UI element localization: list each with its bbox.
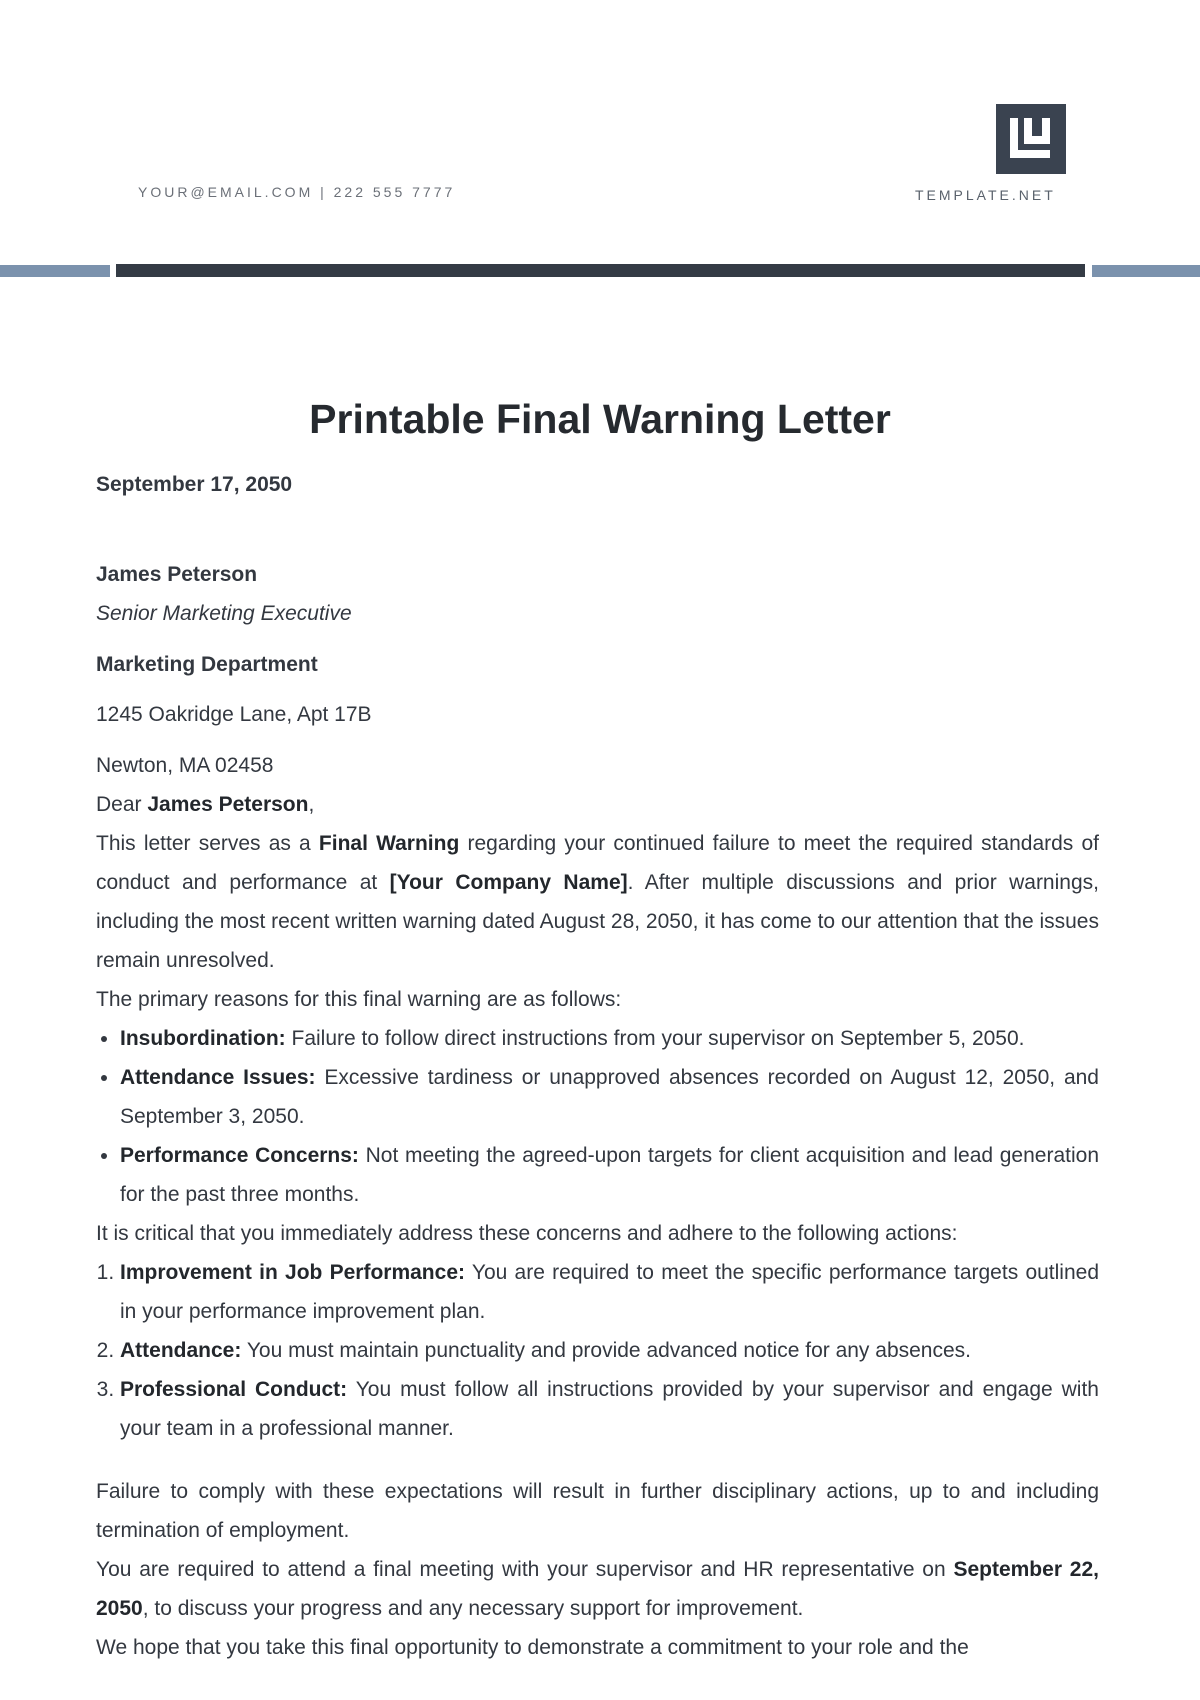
list-item	[120, 1253, 1099, 1331]
meeting-paragraph	[96, 1550, 1099, 1628]
meeting-part1: You are required to attend a final meeting with your supervisor and HR representative on	[96, 1558, 954, 1581]
action-text: You must follow all instructions provided by your supervisor and engage with your team in a professional manner.	[120, 1378, 1099, 1440]
document-title: Printable Final Warning Letter	[309, 396, 891, 442]
letter-body	[96, 465, 1099, 1667]
salutation-name: James Peterson	[147, 793, 309, 816]
list-item	[120, 1019, 1099, 1058]
reason-label: Attendance Issues:	[120, 1066, 316, 1089]
actions-list	[96, 1253, 1099, 1448]
salutation	[96, 785, 1099, 824]
actions-intro: It is critical that you immediately address these concerns and adhere to the following actions:	[96, 1222, 958, 1245]
action-label: Improvement in Job Performance:	[120, 1261, 465, 1284]
intro-part1: This letter serves as a	[96, 832, 319, 855]
salutation-suffix: ,	[308, 793, 315, 816]
list-item	[120, 1136, 1099, 1214]
template-logo-icon	[996, 104, 1066, 174]
recipient-address-line1: 1245 Oakridge Lane, Apt 17B	[96, 703, 372, 726]
reason-label: Performance Concerns:	[120, 1144, 359, 1167]
header-accent-bar-left	[0, 265, 110, 277]
action-label: Professional Conduct:	[120, 1378, 348, 1401]
consequence-paragraph: Failure to comply with these expectations will result in further disciplinary actions, up to and including termination of employment.	[96, 1480, 1099, 1542]
reason-label: Insubordination:	[120, 1027, 286, 1050]
intro-bold-company: [Your Company Name]	[389, 871, 628, 894]
salutation-prefix: Dear	[96, 793, 148, 816]
logo-text: TEMPLATE.NET	[915, 187, 1056, 203]
header-divider-bar	[116, 264, 1085, 277]
header-accent-bar-right	[1092, 265, 1200, 277]
reasons-list	[96, 1019, 1099, 1214]
letter-date: September 17, 2050	[96, 473, 293, 496]
intro-paragraph	[96, 824, 1099, 980]
list-item	[120, 1370, 1099, 1448]
reasons-intro: The primary reasons for this final warning are as follows:	[96, 988, 622, 1011]
meeting-date: September 22, 2050	[96, 1558, 1099, 1620]
reason-text: Excessive tardiness or unapproved absences recorded on August 12, 2050, and September 3, 2050.	[120, 1066, 1099, 1128]
action-text: You are required to meet the specific performance targets outlined in your performance improvement plan.	[120, 1261, 1100, 1323]
closing-paragraph: We hope that you take this final opportunity to demonstrate a commitment to your role and the	[96, 1636, 969, 1659]
reason-text: Failure to follow direct instructions from your supervisor on September 5, 2050.	[285, 1027, 1025, 1050]
intro-part2: regarding your continued failure to meet the required standards of conduct and performance at	[96, 832, 1099, 894]
recipient-title: Senior Marketing Executive	[96, 602, 352, 625]
header-contact-info: YOUR@EMAIL.COM | 222 555 7777	[138, 184, 456, 200]
list-item	[120, 1058, 1099, 1136]
recipient-address-line2: Newton, MA 02458	[96, 754, 274, 777]
recipient-name: James Peterson	[96, 563, 258, 586]
intro-bold-final-warning: Final Warning	[318, 832, 460, 855]
action-label: Attendance:	[120, 1339, 242, 1362]
meeting-part2: , to discuss your progress and any necessary support for improvement.	[142, 1597, 804, 1620]
intro-part3: . After multiple discussions and prior warnings, including the most recent written warning dated August 28, 2050, it has come to our attention that the issues remain unresolved.	[96, 871, 1099, 972]
recipient-department: Marketing Department	[96, 653, 318, 676]
list-item	[120, 1331, 1099, 1370]
action-text: You must maintain punctuality and provide advanced notice for any absences.	[241, 1339, 971, 1362]
reason-text: Not meeting the agreed-upon targets for client acquisition and lead generation for the past three months.	[120, 1144, 1099, 1206]
